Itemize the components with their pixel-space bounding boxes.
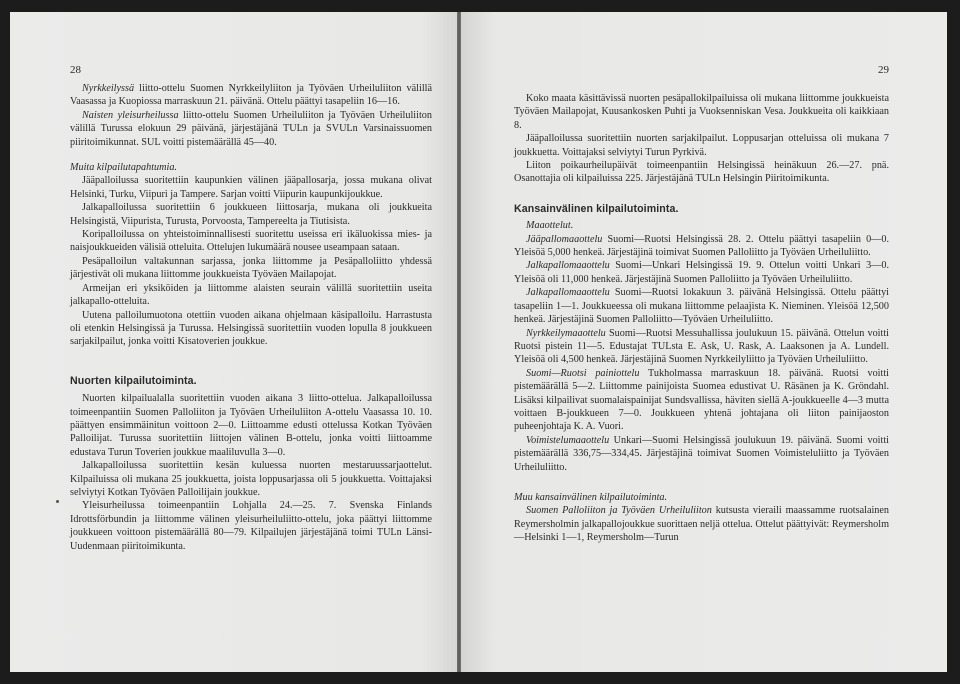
paragraph-lead: Suomi—Ruotsi painiottelu	[526, 367, 640, 379]
page-number: 28	[70, 64, 81, 76]
left-page	[10, 12, 457, 672]
paragraph-lead: Voimistelumaaottelu	[526, 434, 610, 446]
paragraph: Yleisurheilussa toimeenpantiin Lohjalla 24.—25. 7. Svenska Finlands Idrottsförbundin ja liittomme välinen yleisurheiluliitto-ottelu, joka päättyi liittomme joukkueen voittoon pistemäärällä 80—79. Kilpailujen järjestäjänä toimi TULn Länsi-Uudenmaan piiritoimikunta.	[70, 500, 432, 552]
text-column	[514, 92, 889, 545]
paragraph-lead: Jalkapallomaaottelu	[526, 260, 610, 272]
paragraph: Naisten yleisurheilussa liitto-ottelu Suomen Urheiluliiton ja Työväen Urheiluliiton välillä Turussa elokuun 29 päivänä, järjestäjänä TULn ja SVULn Varsinaissuomen piiritoimikunnat. SUL voitti pistemäärällä 45—40.	[70, 109, 432, 148]
paragraph: Koko maata käsittävissä nuorten pesäpallokilpailuissa oli mukana liittomme joukkueista Työväen Mailapojat, Kuusankosken Puhti ja Vuoksenniskan Vesa. Joukkueita oli kaikkiaan 8.	[514, 93, 889, 131]
paragraph-lead: Jalkapallomaaottelu	[526, 287, 610, 299]
paragraph-lead: Nyrkkeilyssä	[82, 83, 135, 94]
section-heading: Kansainvälinen kilpailutoiminta.	[514, 202, 679, 215]
paragraph: Voimistelumaaottelu Unkari—Suomi Helsingissä joulukuun 19. päivänä. Suomi voitti pistemäärällä 336,75—334,45. Järjestäjinä toimivat Suomen Voimisteluliitto ja Työväen Urheiluliitto.	[514, 434, 889, 473]
paragraph: Jalkapallomaaottelu Suomi—Unkari Helsingissä 19. 9. Ottelun voitti Unkari 3—0. Yleisöä oli 11,000 henkeä. Järjestäjinä Suomen Palloliitto ja Työväen Urheiluliitto.	[514, 260, 889, 285]
paragraph-lead: Suomen Palloliiton ja Työväen Urheiluliiton	[526, 505, 712, 517]
paragraph: Jääpalloilussa suoritettiin nuorten sarjakilpailut. Loppusarjan otteluissa oli mukana 7 joukkuetta. Voittajaksi selviytyi Turun Pyrkivä.	[514, 133, 889, 158]
section-heading: Nuorten kilpailutoiminta.	[70, 374, 197, 387]
right-page	[461, 12, 947, 672]
text-column	[70, 82, 432, 553]
paragraph-lead: Naisten yleisurheilussa	[82, 109, 179, 121]
section-subheading: Muita kilpailutapahtumia.	[70, 162, 177, 174]
paragraph: Armeijan eri yksiköiden ja liittomme alaisten seurain välillä suoritettiin useita jalkapallo-otteluita.	[70, 282, 432, 308]
paragraph: Suomen Palloliiton ja Työväen Urheiluliiton kutsusta vieraili maassamme ruotsalainen Reymersholmin jalkapallojoukkue suorittaen neljä ottelua. Ottelut päättyivät: Reymersholm—Helsinki 1—1, Reymersholm—Turun	[514, 505, 890, 544]
paragraph-lead: Nyrkkeilymaaottelu	[526, 327, 606, 339]
paragraph: Jääpalloilussa suoritettiin kaupunkien välinen jääpallosarja, jossa mukana olivat Helsinki, Turku, Viipuri ja Tampere. Sarjan voitti Viipurin kaupunkijoukkue.	[70, 175, 432, 200]
page-number: 29	[878, 64, 889, 76]
paragraph: Jalkapallomaaottelu Suomi—Ruotsi lokakuun 3. päivänä Helsingissä. Ottelu päättyi tasapeliin 1—1. Joukkueessa oli mukana liittomme pelaajista K. Nieminen. Yleisöä 12,500 henkeä. Järjestäjinä Suomen Palloliitto—Työväen Urheiluliitto.	[514, 287, 889, 326]
section-subheading: Muu kansainvälinen kilpailutoiminta.	[514, 491, 668, 503]
paragraph: Jalkapalloilussa suoritettiin 6 joukkueen liittosarja, mukana oli joukkueita Helsingistä, Viipurista, Turusta, Porvoosta, Tampereelta ja Tiutisista.	[70, 202, 432, 227]
paragraph: Nuorten kilpailualalla suoritettiin vuoden aikana 3 liitto-ottelua. Jalkapalloilussa toimeenpantiin Suomen Palloliiton ja Työväen Urheiluliiton A-ottelu Vaasassa 10. 10. päättyen ensimmäinitun voittoon 2—0. Liittoamme edusti ottelussa Kotkan Työväen Palloilijat. Turussa suoritettiin liittojen välinen B-ottelu, jonka voitti liittoamme edustava Turun Toverien joukkue maaliluvulla 3—0.	[70, 393, 432, 458]
paragraph: Pesäpalloilun valtakunnan sarjassa, jonka liittomme ja Pesäpalloliitto yhdessä järjestivät oli mukana liittomme joukkueista Työväen Mailapojat.	[70, 255, 432, 281]
paragraph: Nyrkkeilyssä liitto-ottelu Suomen Nyrkkeilyliiton ja Työväen Urheiluliiton välillä Vaasassa ja Kuopiossa marraskuun 21. päivänä. Ottelu päättyi tasapeliin 16—16.	[70, 83, 432, 108]
scan-speck	[56, 500, 59, 503]
paragraph: Koripalloilussa on yhteistoiminnallisesti suoritettu useissa eri ikäluokissa mies- ja naisjoukkueiden välisiä otteluita. Ottelujen lukumäärä nousee useampaan sataan.	[70, 229, 432, 254]
section-subheading: Maaottelut.	[526, 220, 574, 232]
paragraph-lead: Jääpallomaaottelu	[526, 233, 603, 245]
paragraph: Jalkapalloilussa suoritettiin kesän kuluessa nuorten mestaruussarjaottelut. Kilpailuissa oli mukana 25 joukkuetta, joista loppusarjassa oli 5 joukkuetta. Voittajaksi selviytyi Kotkan Työväen Palloilijain joukkue.	[70, 460, 432, 498]
paragraph: Nyrkkeilymaaottelu Suomi—Ruotsi Messuhallissa joulukuun 15. päivänä. Ottelun voitti Ruotsi pistein 11—5. Edustajat TULsta E. Ask, U. Rask, A. Laaksonen ja A. Lundell. Yleisöä oli 4,500 henkeä. Järjestäjinä Suomen Nyrkkeilyliitto ja Työväen Urheiluliitto.	[514, 327, 889, 366]
paragraph: Jääpallomaaottelu Suomi—Ruotsi Helsingissä 28. 2. Ottelu päättyi tasapeliin 0—0. Yleisöä 5,000 henkeä. Järjestäjinä toimivat Suomen Palloliitto ja Työväen Urheiluliitto.	[514, 233, 889, 259]
paragraph: Uutena palloilumuotona otettiin vuoden aikana ohjelmaan käsipalloilu. Harrastusta oli etenkin Helsingissä ja Turussa. Helsingissä suoritettiin vuoden lopulla 8 joukkueen sarjakilpailut, jonka voitti Kisatoverien joukkue.	[70, 309, 432, 348]
paragraph: Suomi—Ruotsi painiottelu Tukholmassa marraskuun 18. päivänä. Ruotsi voitti pistemäärällä 5—2. Liittomme painijoista Suomea edustivat U. Räsänen ja K. Gröndahl. Lisäksi kilpailivat suomalaispainijat Sundsvallissa, häviten siellä A-joukkueelle 4—3 mutta voittaen B-joukkueen 7—0. Joukkueen yhtenä johtajana oli liiton painijaoston puheenjohtaja K. A. Vuori.	[514, 367, 889, 433]
paragraph: Liiton poikaurheilupäivät toimeenpantiin Helsingissä heinäkuun 26.—27. pnä. Osanottajia oli kilpailuissa 225. Järjestäjänä TULn Helsingin Piiritoimikunta.	[514, 160, 889, 185]
